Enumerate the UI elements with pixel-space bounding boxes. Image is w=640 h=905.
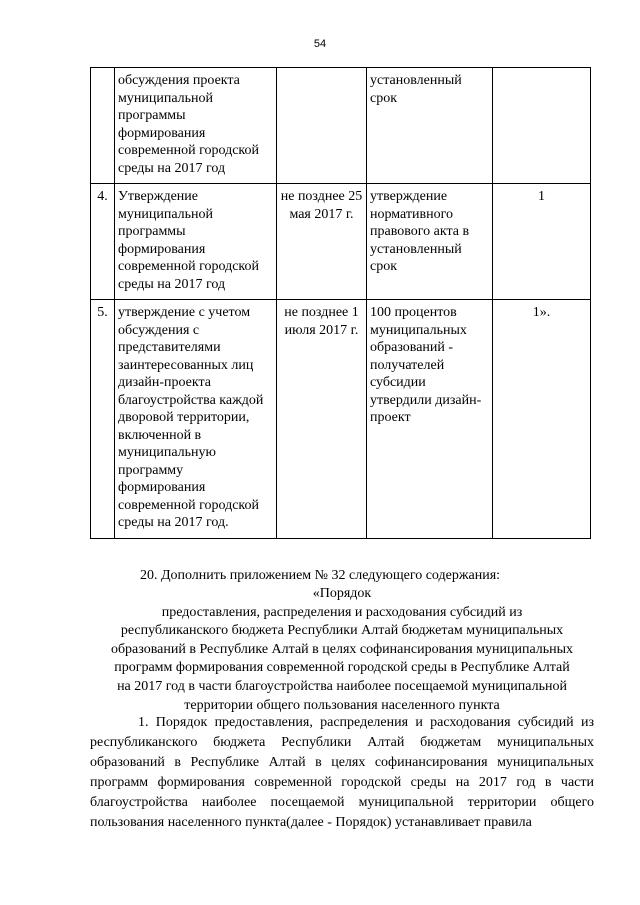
event-cell: утверждение с учетом обсуждения с представителями заинтересованных лиц дизайн-проекта благоустройства каждой дворовой территории, включенной в муниципальную программу формирования современной городской среды на 2017 год. bbox=[115, 300, 277, 539]
table-row bbox=[91, 68, 591, 184]
annex-title-line: образований в Республике Алтай в целях софинансирования муниципальных bbox=[110, 641, 574, 657]
section-heading: 20. Дополнить приложением № 32 следующего содержания: bbox=[139, 568, 501, 583]
annex-title-line: республиканского бюджета Республики Алтай бюджетам муниципальных bbox=[120, 623, 564, 639]
indicator-cell: утверждение нормативного правового акта в установленный срок bbox=[367, 184, 493, 300]
annex-title-line: на 2017 год в части благоустройства наиболее посещаемой муниципальной bbox=[117, 678, 567, 694]
annex-title bbox=[90, 585, 594, 715]
annex-title-line: программ формирования современной городской среды в Республике Алтай bbox=[114, 660, 570, 676]
row-number bbox=[91, 68, 115, 184]
indicator-cell: установленный срок bbox=[367, 68, 493, 184]
deadline-cell bbox=[277, 68, 367, 184]
row-number: 4. bbox=[91, 184, 115, 300]
row-number: 5. bbox=[91, 300, 115, 539]
table-row bbox=[91, 300, 591, 539]
value-cell: 1». bbox=[493, 300, 591, 539]
event-cell: обсуждения проекта муниципальной программы формирования современной городской среды на 2017 год bbox=[115, 68, 277, 184]
schedule-table bbox=[90, 67, 591, 539]
annex-title-line: территории общего пользования населенного пункта bbox=[184, 697, 500, 713]
page-number: 54 bbox=[313, 38, 327, 50]
table-row bbox=[91, 184, 591, 300]
event-cell: Утверждение муниципальной программы формирования современной городской среды на 2017 год bbox=[115, 184, 277, 300]
annex-title-line: «Порядок bbox=[312, 586, 372, 601]
body-paragraph: 1. Порядок предоставления, распределения и расходования субсидий из республиканского бюджета Республики Алтай бюджетам муниципальных образований в Республике Алтай в целях софинансирования муниципальных программ формирования современной городской среды на 2017 год в части благоустройства наиболее посещаемой муниципальной территории общего пользования населенного пункта(далее - Порядок) устанавливает правила bbox=[90, 715, 594, 830]
annex-title-line: предоставления, распределения и расходования субсидий из bbox=[161, 604, 523, 620]
value-cell bbox=[493, 68, 591, 184]
deadline-cell: не позднее 1 июля 2017 г. bbox=[277, 300, 367, 539]
deadline-cell: не позднее 25 мая 2017 г. bbox=[277, 184, 367, 300]
indicator-cell: 100 процентов муниципальных образований - получателей субсидии утвердили дизайн-проект bbox=[367, 300, 493, 539]
value-cell: 1 bbox=[493, 184, 591, 300]
